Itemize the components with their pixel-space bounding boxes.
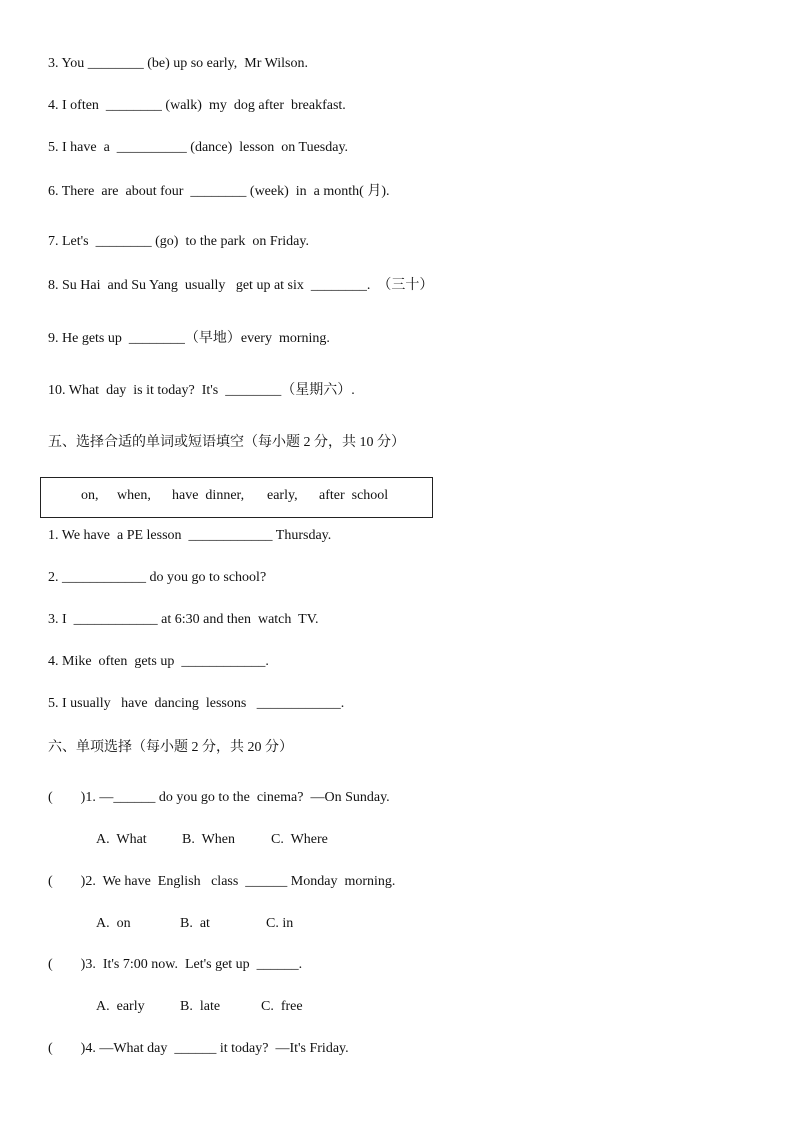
section-5-item-4: 4. Mike often gets up ____________. — [48, 654, 269, 669]
word-bank-item: after school — [319, 488, 389, 503]
section-6-heading: 六、单项选择（每小题 2 分，共 20 分） — [48, 740, 293, 755]
exercise-item-4: 4. I often ________ (walk) my dog after breakfast. — [48, 98, 346, 113]
mc-option-c: C. free — [261, 999, 303, 1014]
mc-option-a: A. early — [96, 999, 145, 1014]
mc-option-b: B. at — [180, 916, 210, 931]
exercise-item-5: 5. I have a __________ (dance) lesson on Tuesday. — [48, 140, 349, 155]
exercise-item-10: 10. What day is it today? It's ________（星期六）. — [48, 383, 355, 398]
exercise-item-3: 3. You ________ (be) up so early, Mr Wilson. — [48, 56, 308, 71]
word-bank-item: on, — [81, 488, 99, 503]
mc-question-1: ( )1. —______ do you go to the cinema? —On Sunday. — [48, 790, 390, 805]
word-bank-item: have dinner, — [172, 488, 245, 503]
mc-option-a: A. on — [96, 916, 131, 931]
word-bank-item: early, — [267, 488, 298, 503]
section-5-item-5: 5. I usually have dancing lessons ____________. — [48, 696, 345, 711]
exercise-item-9: 9. He gets up ________（早地）every morning. — [48, 331, 330, 346]
mc-option-b: B. late — [180, 999, 221, 1014]
word-bank-box — [40, 477, 433, 518]
mc-question-2: ( )2. We have English class ______ Monday morning. — [48, 874, 396, 889]
exercise-item-8: 8. Su Hai and Su Yang usually get up at six ________. （三十） — [48, 278, 434, 293]
mc-question-4: ( )4. —What day ______ it today? —It's Friday. — [48, 1041, 349, 1056]
section-5-item-3: 3. I ____________ at 6:30 and then watch TV. — [48, 612, 319, 627]
mc-option-a: A. What — [96, 832, 147, 847]
section-5-item-1: 1. We have a PE lesson ____________ Thursday. — [48, 528, 332, 543]
section-5-heading: 五、选择合适的单词或短语填空（每小题 2 分，共 10 分） — [48, 435, 405, 450]
mc-option-b: B. When — [182, 832, 236, 847]
word-bank-item: when, — [117, 488, 151, 503]
mc-question-3: ( )3. It's 7:00 now. Let's get up ______. — [48, 957, 303, 972]
section-5-item-2: 2. ____________ do you go to school? — [48, 570, 267, 585]
exercise-item-6: 6. There are about four ________ (week) in a month( 月). — [48, 184, 390, 199]
mc-option-c: C. Where — [271, 832, 328, 847]
mc-option-c: C. in — [266, 916, 294, 931]
exercise-item-7: 7. Let's ________ (go) to the park on Friday. — [48, 234, 309, 249]
